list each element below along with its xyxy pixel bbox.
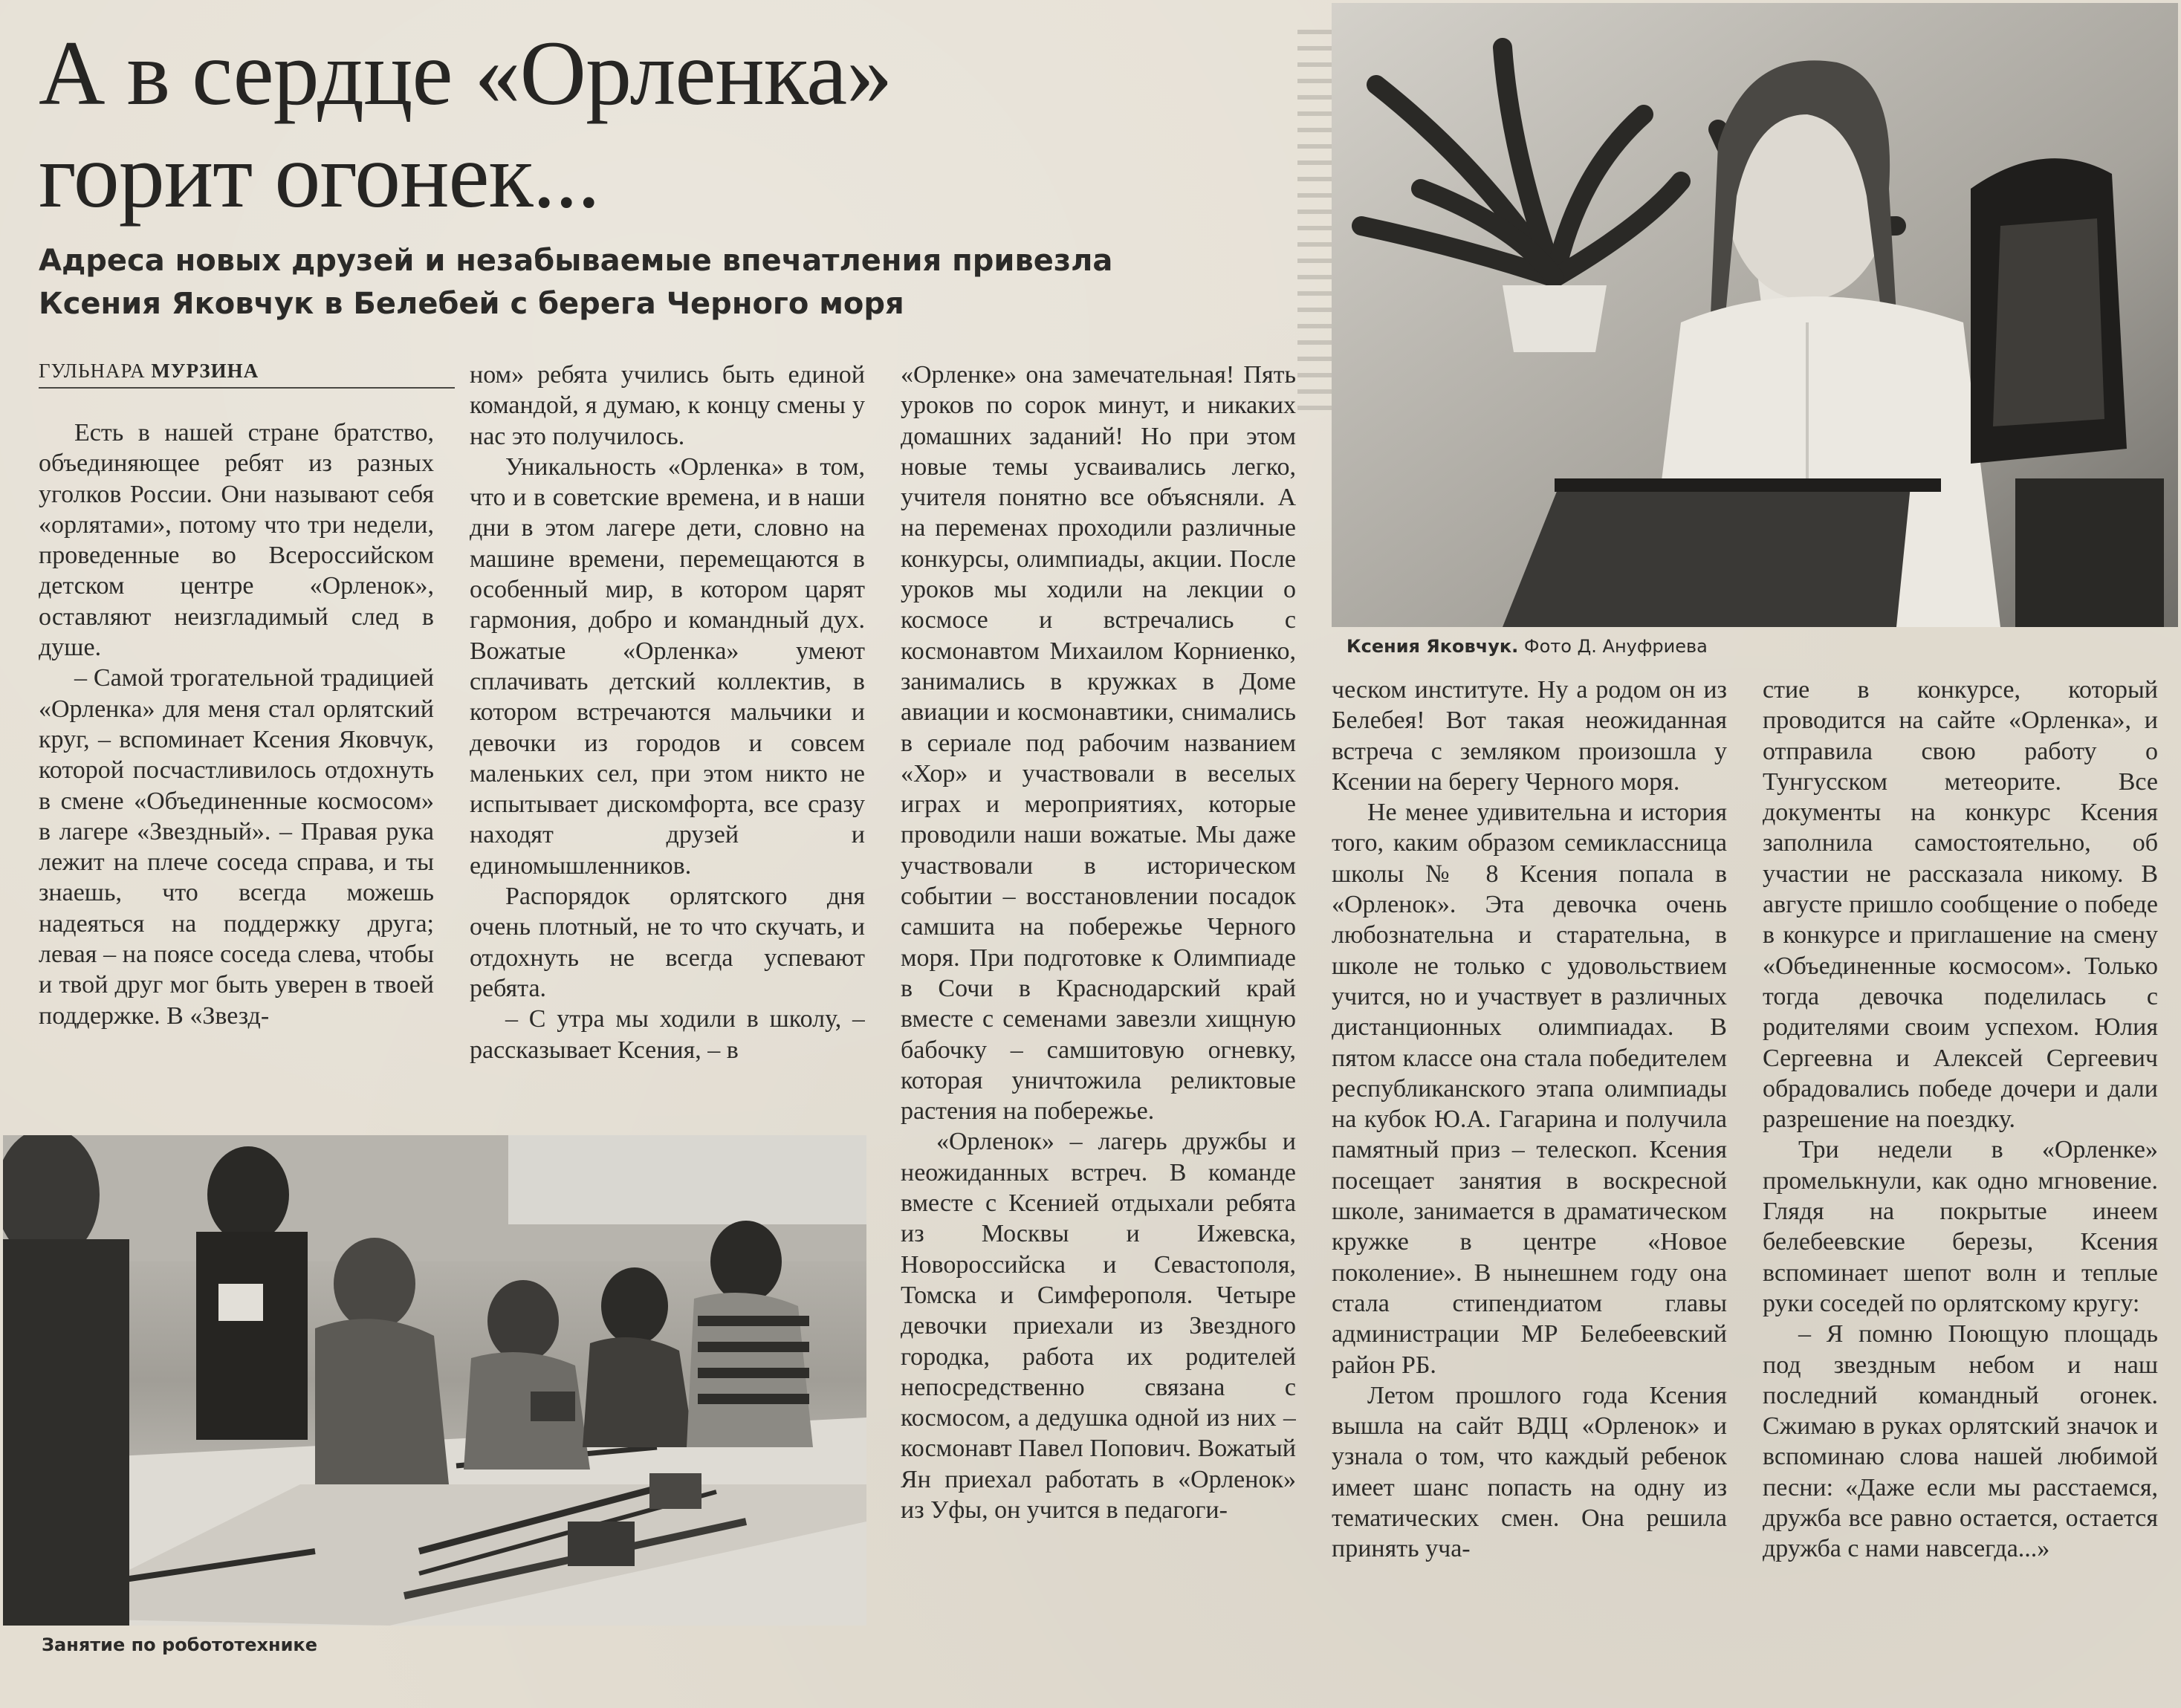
robotics-photo-caption [42, 1634, 317, 1655]
portrait-photo-image [1332, 3, 2178, 627]
paragraph: Есть в нашей стране братство, объединяющее ребят из разных уголков России. Они называют себя «орлятами», потому что три недели, проведенные во Всероссийском детском центре «Орленок», оставляют неизгладимый след в душе. [39, 419, 434, 662]
paragraph: – Самой трогательной традицией «Орленка» для меня стал орлятский круг, – вспоминает Ксения Яковчук, которой посчастливилось отдохнуть в смене «Объединенные космосом» в лагере «Звездный». – Правая рука лежит на плече соседа справа, и ты знаешь, что всегда можешь надеяться на поддержку друга; левая – на поясе соседа слева, чтобы и твой друг мог быть уверен в твоей поддержке. В «Звезд- [39, 664, 434, 1030]
robotics-photo [3, 1135, 866, 1626]
subhead-line-1: Адреса новых друзей и незабываемые впечатления привезла [39, 244, 1113, 278]
paragraph: Три недели в «Орленке» промелькнули, как одно мгновение. Глядя на покрытые инеем белебеевские березы, Ксения вспоминает шепот волн и теплые руки соседей по орлятскому кругу: [1763, 1136, 2158, 1317]
text-column-2 [470, 360, 865, 1110]
paragraph: «Орленок» – лагерь дружбы и неожиданных встреч. В команде вместе с Ксенией отдыхали ребята из Москвы и Ижевска, Новороссийска и Севастополя, Томска и Симферополя. Четыре девочки приехали из Звездного городка, работа их родителей непосредственно связана с космосом, а дедушка одной из них – космонавт Павел Попович. Вожатый Ян приехал работать в «Орленок» из Уфы, он учится в педагоги- [901, 1128, 1296, 1524]
author-first-name: ГУЛЬНАРА [39, 360, 146, 382]
paragraph: – Я помню Поющую площадь под звездным небом и наш последний командный огонек. Сжимаю в руках орлятский значок и вспоминаю слова нашей любимой песни: «Даже если мы расстаемся, дружба все равно остается, остается дружба с нами навсегда...» [1763, 1320, 2158, 1563]
paragraph: ном» ребята учились быть единой командой, я думаю, к концу смены у нас это получилось. [470, 361, 865, 450]
headline-line-2: горит огонек... [39, 125, 600, 227]
article-headline [39, 22, 1302, 227]
paragraph: Уникальность «Орленка» в том, что и в советские времена, и в наши дни в этом лагере дети, словно на машине времени, перемещаются в особенный мир, в котором царят гармония, добро и командный дух. Вожатые «Орленка» умеют сплачивать детский коллектив, в котором встречаются мальчики и девочки из городов и совсем маленьких сел, при этом никто не испытывает дискомфорта, все сразу находят друзей и единомышленников. [470, 452, 865, 880]
robotics-photo-image [3, 1135, 866, 1626]
text-column-1 [39, 418, 434, 1108]
portrait-caption-name: Ксения Яковчук. [1346, 636, 1519, 657]
author-last-name: МУРЗИНА [151, 360, 259, 382]
text-column-4 [1332, 675, 1727, 1670]
paragraph: Не менее удивительна и история того, каким образом семиклассница школы № 8 Ксения попала в «Орленок». Эта девочка очень любознательна и старательна, в школе не только с удовольствием учится, но и участвует в различных дистанционных олимпиадах. В пятом классе она стала победителем республиканского этапа олимпиады на кубок Ю.А. Гагарина и получила памятный приз – телескоп. Ксения посещает занятия в воскресной школе, занимается в драматическом кружке в центре «Новое поколение». В нынешнем году она стала стипендиатом главы администрации МР Белебеевский район РБ. [1332, 799, 1727, 1379]
paragraph: Летом прошлого года Ксения вышла на сайт ВДЦ «Орленок» и узнала о том, что каждый ребенок имеет шанс попасть на одну из тематических смен. Она решила принять уча- [1332, 1381, 1727, 1563]
paragraph: ческом институте. Ну а родом он из Белебея! Вот такая неожиданная встреча с земляком произошла у Ксении на берегу Черного моря. [1332, 676, 1727, 796]
portrait-photo [1332, 3, 2178, 627]
paragraph: – С утра мы ходили в школу, – рассказывает Ксения, – в [470, 1005, 865, 1064]
subhead-line-2: Ксения Яковчук в Белебей с берега Черного моря [39, 287, 904, 321]
portrait-photo-caption [1346, 636, 1708, 657]
paragraph: Распорядок орлятского дня очень плотный, не то что скучать, и отдохнуть не всегда успевают ребята. [470, 883, 865, 1002]
author-byline [39, 360, 455, 389]
portrait-caption-credit: Фото Д. Ануфриева [1523, 636, 1708, 657]
headline-line-1: А в сердце «Орленка» [39, 22, 892, 124]
robotics-caption-text: Занятие по робототехнике [42, 1634, 317, 1655]
text-column-5 [1763, 675, 2158, 1670]
text-column-3 [901, 360, 1296, 1667]
paragraph: «Орленке» она замечательная! Пять уроков по сорок минут, и никаких домашних заданий! Но при этом новые темы усваивались легко, учителя понятно все объясняли. А на переменах проходили различные конкурсы, олимпиады, акции. После уроков мы ходили на лекции о космосе и встречались с космонавтом Михаилом Корниенко, занимались в кружках в Доме авиации и космонавтики, снимались в сериале под рабочим названием «Хор» и участвовали в веселых играх и мероприятиях, которые проводили наши вожатые. Мы даже участвовали в историческом событии – восстановлении посадок самшита на побережье Черного моря. При подготовке к Олимпиаде в Сочи в Краснодарский край вместе с семенами завезли хищную бабочку – самшитовую огневку, которая уничтожила реликтовые растения на побережье. [901, 361, 1296, 1126]
paragraph: стие в конкурсе, который проводится на сайте «Орленка», и отправила свою работу о Тунгусском метеорите. Все документы на конкурс Ксения заполнила самостоятельно, об участии не рассказала никому. В августе пришло сообщение о победе в конкурсе и приглашение на смену «Объединенные космосом». Только тогда девочка поделилась с родителями своим успехом. Юлия Сергеевна и Алексей Сергеевич обрадовались победе дочери и дали разрешение на поездку. [1763, 676, 2158, 1134]
article-subheadline [39, 239, 1302, 325]
